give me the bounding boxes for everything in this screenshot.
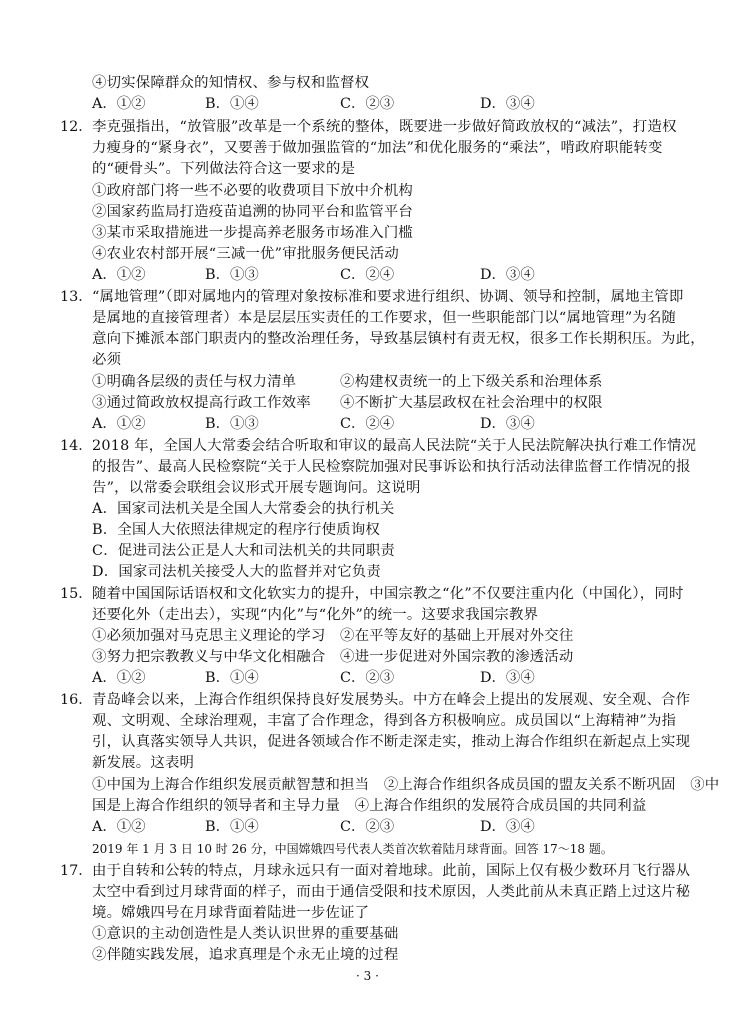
q16-option-d: D．③④ bbox=[480, 819, 535, 835]
q14-stem-line: 2018 年，全国人大常委会结合听取和审议的最高人民法院“关于人民法院解决执行难工作情况 bbox=[92, 438, 697, 454]
q16-stem-line: 观、文明观、全球治理观，丰富了合作理念，得到各方积极响应。成员国以“上海精神”为指 bbox=[92, 713, 677, 729]
q15-option-a: A．①② bbox=[92, 670, 146, 686]
q13-option-d: D．③④ bbox=[480, 416, 535, 432]
q16-stem-line: 新发展。这表明 bbox=[92, 755, 195, 771]
q11-option-c: C．②③ bbox=[340, 96, 395, 112]
q15-number: 15． bbox=[60, 586, 93, 602]
q11-option-a: A．①② bbox=[92, 96, 146, 112]
q13-item-3: ③通过简政放权提高行政工作效率 bbox=[92, 395, 311, 411]
q12-option-d: D．③④ bbox=[480, 267, 535, 283]
q12-option-b: B．①③ bbox=[205, 267, 259, 283]
q14-stem-line: 告”，以常委会联组会议形式开展专题询问。这说明 bbox=[92, 480, 421, 496]
q16-number: 16． bbox=[60, 692, 93, 708]
q15-item-4: ④进一步促进对外国宗教的渗透活动 bbox=[340, 649, 574, 665]
q12-number: 12． bbox=[60, 119, 93, 135]
q12-item-2: ②国家药监局打造疫苗追溯的协同平台和监管平台 bbox=[92, 204, 413, 220]
q15-stem-line: 随着中国国际话语权和文化软实力的提升，中国宗教之“化”不仅要注重内化（中国化），同时 bbox=[92, 586, 684, 602]
q15-option-c: C．②③ bbox=[340, 670, 395, 686]
q13-stem-line: 意向下摊派本部门职责内的整改治理任务，导致基层镇村有责无权，很多工作长期积压。为此， bbox=[92, 331, 705, 347]
q13-stem-line: 是属地的直接管理者）本是层层压实责任的工作要求，但一些职能部门以“属地管理”为名随 bbox=[92, 310, 677, 326]
q12-option-c: C．②④ bbox=[340, 267, 395, 283]
q14-choice-d: D．国家司法机关接受人大的监督并对它负责 bbox=[92, 564, 381, 580]
q17-stem-line: 由于自转和公转的特点，月球永远只有一面对着地球。此前，国际上仅有极少数环月飞行器从 bbox=[92, 863, 691, 879]
q12-stem-line: 的“硬骨头”。下列做法符合这一要求的是 bbox=[92, 161, 356, 177]
q15-item-3: ③努力把宗教教义与中华文化相融合 bbox=[92, 649, 326, 665]
q14-choice-a: A．国家司法机关是全国人大常委会的执行机关 bbox=[92, 501, 395, 517]
q13-number: 13． bbox=[60, 289, 93, 305]
q17-number: 17． bbox=[60, 863, 93, 879]
page-number: · 3 · bbox=[356, 969, 379, 983]
q16-stem-line: 青岛峰会以来，上海合作组织保持良好发展势头。中方在峰会上提出的发展观、安全观、合作 bbox=[92, 692, 691, 708]
q15-item-2: ②在平等友好的基础上开展对外交往 bbox=[340, 628, 574, 644]
q16-option-b: B．①④ bbox=[205, 819, 259, 835]
q13-item-2: ②构建权责统一的上下级关系和治理体系 bbox=[340, 374, 603, 390]
q12-stem-line: 李克强指出，“放管服”改革是一个系统的整体，既要进一步做好简政放权的“减法”，打造权 bbox=[92, 119, 677, 135]
q11-option-d: D．③④ bbox=[480, 96, 535, 112]
q13-stem-line: “属地管理”（即对属地内的管理对象按标准和要求进行组织、协调、领导和控制，属地主管即 bbox=[92, 289, 684, 305]
q15-option-b: B．①④ bbox=[205, 670, 259, 686]
q17-stem-line: 太空中看到过月球背面的样子，而由于通信受限和技术原因，人类此前从未真正踏上过这片秘 bbox=[92, 884, 691, 900]
q13-option-c: C．②④ bbox=[340, 416, 395, 432]
q16-stem-line: 引，认真落实领导人共识，促进各领域合作不断走深走实，推动上海合作组织在新起点上实现 bbox=[92, 734, 691, 750]
q14-number: 14． bbox=[60, 438, 93, 454]
q17-item-2: ②伴随实践发展，追求真理是个永无止境的过程 bbox=[92, 947, 399, 963]
q12-item-3: ③某市采取措施进一步提高养老服务市场准入门槛 bbox=[92, 225, 413, 241]
q12-item-4: ④农业农村部开展“三减一优”审批服务便民活动 bbox=[92, 246, 399, 262]
q14-choice-c: C．促进司法公正是人大和司法机关的共同职责 bbox=[92, 543, 396, 559]
q13-stem-line: 必须 bbox=[92, 352, 122, 368]
q15-item-1: ①必须加强对马克思主义理论的学习 bbox=[92, 628, 326, 644]
q11-option-b: B．①④ bbox=[205, 96, 259, 112]
q13-item-4: ④不断扩大基层政权在社会治理中的权限 bbox=[340, 395, 603, 411]
q12-item-1: ①政府部门将一些不必要的收费项目下放中介机构 bbox=[92, 183, 413, 199]
q13-option-b: B．①③ bbox=[205, 416, 259, 432]
q16-option-a: A．①② bbox=[92, 819, 146, 835]
q16-items-line: 国是上海合作组织的领导者和主导力量 ④上海合作组织的发展符合成员国的共同利益 bbox=[92, 798, 647, 814]
q14-choice-b: B．全国人大依照法律规定的程序行使质询权 bbox=[92, 522, 380, 538]
q17-item-1: ①意识的主动创造性是人类认识世界的重要基础 bbox=[92, 926, 399, 942]
section-note: 2019 年 1 月 3 日 10 时 26 分，中国嫦娥四号代表人类首次软着陆月球背面。回答 17～18 题。 bbox=[92, 842, 613, 856]
q11-item-4: ④切实保障群众的知情权、参与权和监督权 bbox=[92, 75, 370, 91]
q15-option-d: D．③④ bbox=[480, 670, 535, 686]
q12-option-a: A．①② bbox=[92, 267, 146, 283]
q15-stem-line: 还要化外（走出去），实现“内化”与“化外”的统一。这要求我国宗教界 bbox=[92, 607, 539, 623]
q13-option-a: A．①② bbox=[92, 416, 146, 432]
q16-items-line: ①中国为上海合作组织发展贡献智慧和担当 ②上海合作组织各成员国的盟友关系不断巩固 ③中 bbox=[92, 777, 720, 793]
q16-option-c: C．②③ bbox=[340, 819, 395, 835]
q13-item-1: ①明确各层级的责任与权力清单 bbox=[92, 374, 297, 390]
q14-stem-line: 的报告”、最高人民检察院“关于人民检察院加强对民事诉讼和执行活动法律监督工作情况的报 bbox=[92, 459, 691, 475]
q12-stem-line: 力瘦身的“紧身衣”，又要善于做加强监管的“加法”和优化服务的“乘法”，啃政府职能转变 bbox=[92, 140, 663, 156]
q17-stem-line: 境。嫦娥四号在月球背面着陆进一步佐证了 bbox=[92, 905, 370, 921]
